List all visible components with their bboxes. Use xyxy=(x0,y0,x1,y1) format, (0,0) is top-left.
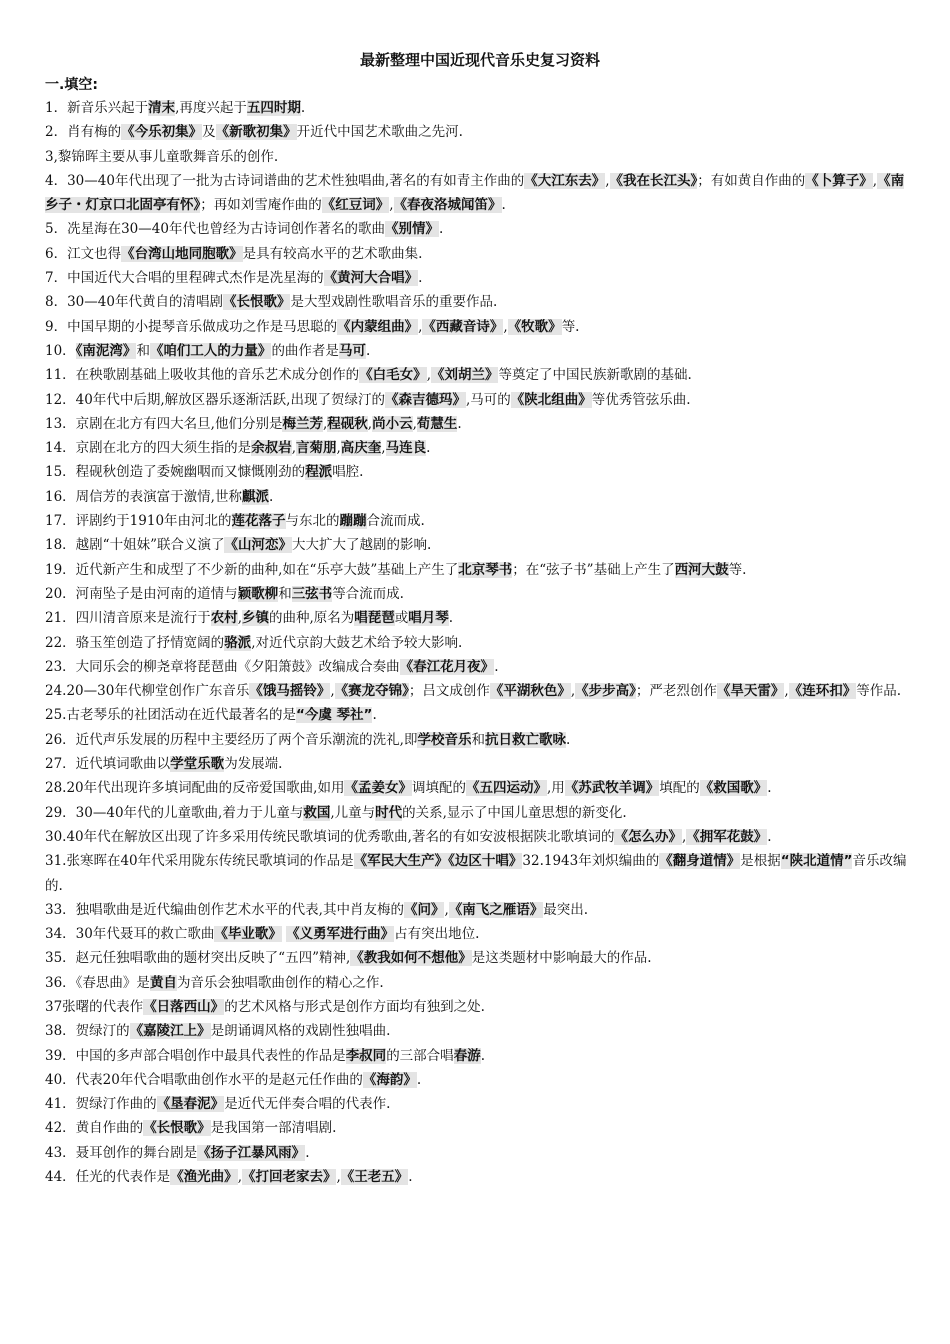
question-text: 15．程砚秋创造了委婉幽咽而又慷慨刚劲的 xyxy=(45,464,306,481)
answer-highlight: 三弦书 xyxy=(291,585,333,602)
question-text: , xyxy=(605,172,610,189)
question-text: 26．近代声乐发展的历程中主要经历了两个音乐潮流的洗礼,即 xyxy=(45,731,418,748)
question-text: . xyxy=(767,828,772,845)
section-heading: 一.填空: xyxy=(45,77,98,93)
answer-highlight: 救国 xyxy=(303,804,331,821)
answer-highlight: 《长恨歌》 xyxy=(143,1120,211,1137)
question-item xyxy=(45,290,915,314)
question-text: 30.40年代在解放区出现了许多采用传统民歌填词的优秀歌曲,著名的有如安波根据陕北歌填词的 xyxy=(45,828,615,845)
question-item xyxy=(45,1165,915,1189)
question-text: , xyxy=(570,683,576,700)
question-text: , xyxy=(784,683,789,700)
answer-highlight: “今虞 琴社” xyxy=(295,707,373,724)
answer-highlight: 莲花落子 xyxy=(231,513,286,530)
question-item xyxy=(45,485,915,509)
answer-highlight: 《春夜洛城闻笛》 xyxy=(393,197,502,214)
question-item xyxy=(45,363,915,387)
question-text: 等作品. xyxy=(856,683,902,700)
question-text: 22．骆玉笙创造了抒情宽阔的 xyxy=(45,634,225,651)
question-item xyxy=(45,509,915,533)
question-item xyxy=(45,922,915,946)
question-text: , xyxy=(367,415,373,432)
question-text: 和 xyxy=(136,342,150,359)
question-text: 23．大同乐会的柳尧章将琵琶曲《夕阳箫鼓》改编成合奏曲 xyxy=(45,658,400,675)
answer-highlight: 《步步高》 xyxy=(575,683,636,700)
question-text: 合流而成. xyxy=(366,513,425,530)
question-item xyxy=(45,995,915,1019)
answer-highlight: 《红豆词》 xyxy=(321,197,390,214)
question-text: 或 xyxy=(394,610,409,627)
answer-highlight: 麒派 xyxy=(241,488,269,505)
question-item xyxy=(45,655,915,679)
question-item xyxy=(45,898,915,922)
answer-highlight: 《赛龙夺锦》 xyxy=(334,683,409,700)
answer-highlight: 《王老五》 xyxy=(340,1169,409,1186)
question-text: 28.20年代出现许多填词配曲的反帝爱国歌曲,如用 xyxy=(45,780,345,797)
question-text: 24.20—30年代柳堂创作广东音乐 xyxy=(45,683,250,700)
question-text: , xyxy=(381,440,386,457)
answer-highlight: 马可 xyxy=(338,342,366,359)
question-text: 13．京剧在北方有四大名旦,他们分别是 xyxy=(45,415,283,432)
question-item xyxy=(45,242,915,266)
answer-highlight: 《扬子江暴风雨》 xyxy=(197,1144,306,1161)
answer-highlight: 《卜算子》 xyxy=(805,172,873,189)
question-text: 1．新音乐兴起于 xyxy=(45,100,149,116)
question-text: 和 xyxy=(278,585,292,602)
question-text: 10． xyxy=(45,342,76,359)
question-text: 5．冼星海在30—40年代也曾经为古诗词创作著名的歌曲 xyxy=(45,221,385,238)
answer-highlight: 唱月琴 xyxy=(408,610,449,627)
question-text: 20．河南坠子是由河南的道情与 xyxy=(45,585,238,602)
question-text: 占有突出地位. xyxy=(394,926,480,943)
question-text: . xyxy=(305,1144,310,1161)
answer-highlight: 言菊朋 xyxy=(295,440,337,457)
answer-highlight: 《今乐初集》 xyxy=(121,124,203,141)
answer-highlight: 尚小云 xyxy=(372,415,413,432)
question-text: 44．任光的代表作是 xyxy=(45,1169,171,1186)
answer-highlight: 《怎么办》 xyxy=(614,828,682,845)
answer-highlight: 《台湾山地同胞歌》 xyxy=(121,245,243,262)
answer-highlight: 《边区十唱》 xyxy=(448,853,523,870)
answer-highlight: 蹦蹦 xyxy=(339,513,367,530)
answer-highlight: 马连良 xyxy=(385,440,427,457)
question-text: . xyxy=(767,780,772,797)
answer-highlight: 李叔同 xyxy=(345,1047,387,1064)
answer-highlight: 余叔岩 xyxy=(251,440,292,457)
question-text: 12．40年代中后期,解放区器乐逐渐活跃,出现了贺绿汀的 xyxy=(45,391,385,408)
question-text: . xyxy=(416,1071,422,1088)
answer-highlight: 学校音乐 xyxy=(417,731,472,748)
question-text: 音乐改编的. xyxy=(45,853,907,894)
answer-highlight: 《军民大生产》 xyxy=(353,853,449,870)
question-text: 34．30年代聂耳的救亡歌曲 xyxy=(45,926,215,943)
question-text: 27．近代填词歌曲以 xyxy=(45,756,171,773)
question-text: ；再如刘雪庵作曲的 xyxy=(200,197,322,214)
question-item xyxy=(45,1141,915,1165)
question-text: 的三部合唱 xyxy=(386,1047,454,1064)
answer-highlight: 《嘉陵江上》 xyxy=(129,1023,211,1040)
answer-highlight: 抗日救亡歌咏 xyxy=(484,731,566,748)
answer-highlight: 五四时期 xyxy=(246,100,301,116)
question-text: 的曲种,原名为 xyxy=(268,610,355,627)
question-item xyxy=(45,606,915,630)
question-text: . xyxy=(565,731,571,748)
question-text: . xyxy=(494,658,499,675)
answer-highlight: 时代 xyxy=(375,804,403,821)
question-text: 17．评剧约于1910年由河北的 xyxy=(45,513,232,530)
question-text: 7．中国近代大合唱的里程碑式杰作是冼星海的 xyxy=(45,270,324,287)
question-text: 21．四川清音原来是流行于 xyxy=(45,610,211,627)
answer-highlight: 《毕业歌》 xyxy=(214,926,282,943)
question-item xyxy=(45,558,915,582)
question-text: . xyxy=(448,610,454,627)
question-text: 6．江文也得 xyxy=(45,245,122,262)
question-text: 与东北的 xyxy=(285,513,340,530)
question-text: . xyxy=(268,488,274,505)
question-text: 是具有较高水平的艺术歌曲集. xyxy=(242,245,423,262)
question-text: 为音乐会独唱歌曲创作的精心之作. xyxy=(176,974,384,991)
question-text: 36．《春思曲》是 xyxy=(45,974,150,991)
question-item xyxy=(45,946,915,970)
question-item xyxy=(45,412,915,436)
question-text: 的曲作者是 xyxy=(271,342,339,359)
question-text: . xyxy=(426,440,431,457)
question-text: ,再度兴起于 xyxy=(175,100,247,116)
question-text: 是这类题材中影响最大的作品. xyxy=(471,950,652,967)
question-text: 最突出. xyxy=(543,901,589,918)
question-text: , xyxy=(336,440,341,457)
answer-highlight: 《长恨歌》 xyxy=(222,294,291,311)
question-text: . xyxy=(438,221,444,238)
question-text: , xyxy=(872,172,878,189)
answer-highlight: 学堂乐歌 xyxy=(170,756,225,773)
question-text: . xyxy=(480,1047,485,1064)
question-item xyxy=(45,1092,915,1116)
question-item xyxy=(45,436,915,460)
question-item xyxy=(45,728,915,752)
answer-highlight: 农村 xyxy=(210,610,238,627)
question-text: ,马可的 xyxy=(465,391,511,408)
question-item xyxy=(45,96,915,120)
question-item xyxy=(45,752,915,776)
question-text: 37张曙的代表作 xyxy=(45,998,144,1015)
question-text: 4．30—40年代出现了一批为古诗词谱曲的艺术性独唱曲,著名的有如青主作曲的 xyxy=(45,172,525,189)
question-text: ,儿童与 xyxy=(330,804,376,821)
answer-highlight: 《日落西山》 xyxy=(143,998,225,1015)
question-text: 开近代中国艺术歌曲之先河. xyxy=(296,124,463,141)
question-text: 18．越剧“十姐妹”联合义演了 xyxy=(45,537,225,554)
question-text: 是我国第一部清唱剧. xyxy=(210,1120,337,1137)
question-text: ；在“弦子书”基础上产生了 xyxy=(512,561,675,578)
answer-highlight: 程砚秋 xyxy=(327,415,368,432)
question-text: , xyxy=(237,1169,242,1186)
question-item xyxy=(45,315,915,339)
answer-highlight: 《南泥湾》 xyxy=(75,342,137,359)
question-text: 等. xyxy=(561,318,580,335)
answer-highlight: 乡镇 xyxy=(241,610,269,627)
question-text: 的关系,显示了中国儿童思想的新变化. xyxy=(402,804,627,821)
question-text: . xyxy=(457,415,462,432)
document-title: 最新整理中国近现代音乐史复习资料 xyxy=(359,51,600,69)
question-text: . xyxy=(501,197,506,214)
question-text: 14．京剧在北方的四大须生指的是 xyxy=(45,440,252,457)
answer-highlight: 梅兰芳 xyxy=(282,415,323,432)
question-text: , xyxy=(412,415,417,432)
answer-highlight: 黄自 xyxy=(149,974,177,991)
question-item xyxy=(45,703,915,727)
question-text: 42．黄自作曲的 xyxy=(45,1120,144,1137)
answer-highlight: 春游 xyxy=(453,1047,481,1064)
question-text: 11．在秧歌剧基础上吸收其他的音乐艺术成分创作的 xyxy=(45,367,360,384)
answer-highlight: 颖歌柳 xyxy=(237,585,279,602)
answer-highlight: 《旱天雷》 xyxy=(716,683,785,700)
answer-highlight: 《连环扣》 xyxy=(788,683,857,700)
question-item xyxy=(45,533,915,557)
question-text: , xyxy=(503,318,508,335)
question-text: , xyxy=(418,318,423,335)
question-text: 等. xyxy=(728,561,747,578)
question-text: 25.古老琴乐的社团活动在近代最著名的是 xyxy=(45,707,296,724)
question-item xyxy=(45,388,915,412)
question-text: 是根据 xyxy=(740,853,781,870)
question-text: ；吕文成创作 xyxy=(408,683,490,700)
question-item xyxy=(45,217,915,241)
question-item xyxy=(45,339,915,363)
document-page xyxy=(45,48,915,1189)
question-text: 的艺术风格与形式是创作方面均有独到之处. xyxy=(224,998,485,1015)
question-text: 38．贺绿汀的 xyxy=(45,1023,130,1040)
question-text: . xyxy=(300,100,306,116)
answer-highlight: 《别情》 xyxy=(384,221,439,238)
question-text: . xyxy=(372,707,377,724)
question-text: , xyxy=(322,415,328,432)
question-text: 是朗诵调风格的戏剧性独唱曲. xyxy=(210,1023,391,1040)
answer-highlight: 《大江东去》 xyxy=(524,172,606,189)
answer-highlight: 北京琴书 xyxy=(458,561,513,578)
question-text: 为发展端. xyxy=(224,756,283,773)
question-text: ,对近代京韵大鼓艺术给予较大影响. xyxy=(251,634,463,651)
answer-highlight: 《牧歌》 xyxy=(507,318,562,335)
answer-highlight: 唱琵琶 xyxy=(354,610,395,627)
question-text: , xyxy=(681,828,687,845)
question-text: ；严老烈创作 xyxy=(635,683,717,700)
answer-highlight: 《我在长江头》 xyxy=(609,172,698,189)
answer-highlight: 《平湖秋色》 xyxy=(489,683,571,700)
answer-highlight: 《南飞之雁语》 xyxy=(448,901,544,918)
answer-highlight: 《刘胡兰》 xyxy=(430,367,499,384)
question-text: 等奠定了中国民族新歌剧的基础. xyxy=(498,367,692,384)
answer-highlight: 《内蒙组曲》 xyxy=(337,318,419,335)
question-text: . xyxy=(408,1169,413,1186)
answer-highlight: 《白毛女》 xyxy=(359,367,427,384)
question-text: 33．独唱歌曲是近代编曲创作艺术水平的代表,其中肖友梅的 xyxy=(45,901,404,918)
question-text: 9．中国早期的小提琴音乐做成功之作是马思聪的 xyxy=(45,318,338,335)
question-item xyxy=(45,849,915,898)
question-item xyxy=(45,120,915,144)
question-item xyxy=(45,776,915,800)
answer-highlight: 西河大鼓 xyxy=(674,561,729,578)
question-text: 填配的 xyxy=(659,780,700,797)
answer-highlight: 《春江花月夜》 xyxy=(399,658,495,675)
question-item xyxy=(45,971,915,995)
question-text: 2．肖有梅的 xyxy=(45,124,122,141)
question-text: , xyxy=(336,1169,341,1186)
question-text: 35．赵元任独唱歌曲的题材突出反映了“五四”精神, xyxy=(45,950,351,967)
question-item xyxy=(45,460,915,484)
question-text: 和 xyxy=(471,731,485,748)
answer-highlight: 清末 xyxy=(148,100,176,116)
answer-highlight: 高庆奎 xyxy=(340,440,382,457)
question-text: , xyxy=(330,683,335,700)
answer-highlight: 《苏武牧羊调》 xyxy=(564,780,660,797)
question-text: . xyxy=(365,342,371,359)
question-text: 是近代无伴奏合唱的代表作. xyxy=(224,1096,391,1113)
answer-highlight: 《饿马摇铃》 xyxy=(249,683,331,700)
question-list xyxy=(45,96,915,1189)
answer-highlight: 《打回老家去》 xyxy=(241,1169,337,1186)
question-text: 39．中国的多声部合唱创作中最具代表性的作品是 xyxy=(45,1047,346,1064)
answer-highlight: 《森吉德玛》 xyxy=(384,391,466,408)
question-text: 40．代表20年代合唱歌曲创作水平的是赵元任作曲的 xyxy=(45,1071,363,1088)
answer-highlight: 《教我如何不想他》 xyxy=(350,950,472,967)
question-text: 等合流而成. xyxy=(332,585,404,602)
answer-highlight: 《黄河大合唱》 xyxy=(323,270,419,287)
question-text: 19．近代新产生和成型了不少新的曲种,如在“乐亭大鼓”基础上产生了 xyxy=(45,561,459,578)
question-item xyxy=(45,825,915,849)
answer-highlight: 《南乡子・灯京口北固亭有怀》 xyxy=(45,172,905,214)
answer-highlight: 《五四运动》 xyxy=(465,780,547,797)
answer-highlight: 《渔光曲》 xyxy=(170,1169,238,1186)
question-text: 32.1943年刘炽编曲的 xyxy=(522,853,660,870)
answer-highlight: 《陕北组曲》 xyxy=(510,391,592,408)
question-item xyxy=(45,631,915,655)
question-text: 8．30—40年代黄自的清唱剧 xyxy=(45,294,223,311)
question-text: , xyxy=(389,197,394,214)
question-text: 大大扩大了越剧的影响. xyxy=(291,537,432,554)
answer-highlight: 《海韵》 xyxy=(362,1071,417,1088)
question-item xyxy=(45,1019,915,1043)
answer-highlight: 《山河恋》 xyxy=(224,537,292,554)
question-text: 唱腔. xyxy=(332,464,364,481)
question-text: 43．聂耳创作的舞台剧是 xyxy=(45,1144,198,1161)
question-text: , xyxy=(444,901,449,918)
answer-highlight: 《救国歌》 xyxy=(699,780,768,797)
question-text: , xyxy=(237,610,242,627)
question-item xyxy=(45,1116,915,1140)
question-text: ；有如黄自作曲的 xyxy=(697,172,806,189)
answer-highlight: 骆派 xyxy=(224,634,252,651)
answer-highlight: 荀慧生 xyxy=(416,415,458,432)
question-text: 29．30—40年代的儿童歌曲,着力于儿童与 xyxy=(45,804,304,821)
question-text: 41．贺绿汀作曲的 xyxy=(45,1096,157,1113)
question-text: 及 xyxy=(202,124,216,141)
question-text: 等优秀管弦乐曲. xyxy=(591,391,691,408)
answer-highlight: 《拥军花鼓》 xyxy=(686,828,768,845)
question-text: 调填配的 xyxy=(411,780,466,797)
question-text: , xyxy=(291,440,296,457)
question-text: 是大型戏剧性歌唱音乐的重要作品. xyxy=(290,294,498,311)
question-item xyxy=(45,145,915,169)
question-item xyxy=(45,266,915,290)
question-text: 3,黎锦晖主要从事儿童歌舞音乐的创作. xyxy=(45,148,279,165)
answer-highlight: 《新歌初集》 xyxy=(215,124,297,141)
question-text: 31.张寒晖在40年代采用陇东传统民歌填词的作品是 xyxy=(45,853,354,870)
answer-highlight: 《问》 xyxy=(403,901,445,918)
question-text: . xyxy=(418,270,423,287)
question-item xyxy=(45,169,915,218)
question-item xyxy=(45,582,915,606)
answer-highlight: 《咱们工人的力量》 xyxy=(149,342,272,359)
question-text: 16．周信芳的表演富于激情,世称 xyxy=(45,488,242,505)
answer-highlight: 《义勇军进行曲》 xyxy=(286,926,395,943)
answer-highlight: 《孟姜女》 xyxy=(344,780,412,797)
question-item xyxy=(45,1068,915,1092)
answer-highlight: “陕北道情” xyxy=(780,853,853,870)
question-item xyxy=(45,679,915,703)
answer-highlight: 程派 xyxy=(305,464,333,481)
question-text: , xyxy=(426,367,431,384)
answer-highlight: 《垦春泥》 xyxy=(156,1096,225,1113)
question-item xyxy=(45,801,915,825)
answer-highlight: 《翻身道情》 xyxy=(659,853,741,870)
question-item xyxy=(45,1044,915,1068)
question-text: ,用 xyxy=(546,780,565,797)
answer-highlight: 《西藏音诗》 xyxy=(422,318,504,335)
